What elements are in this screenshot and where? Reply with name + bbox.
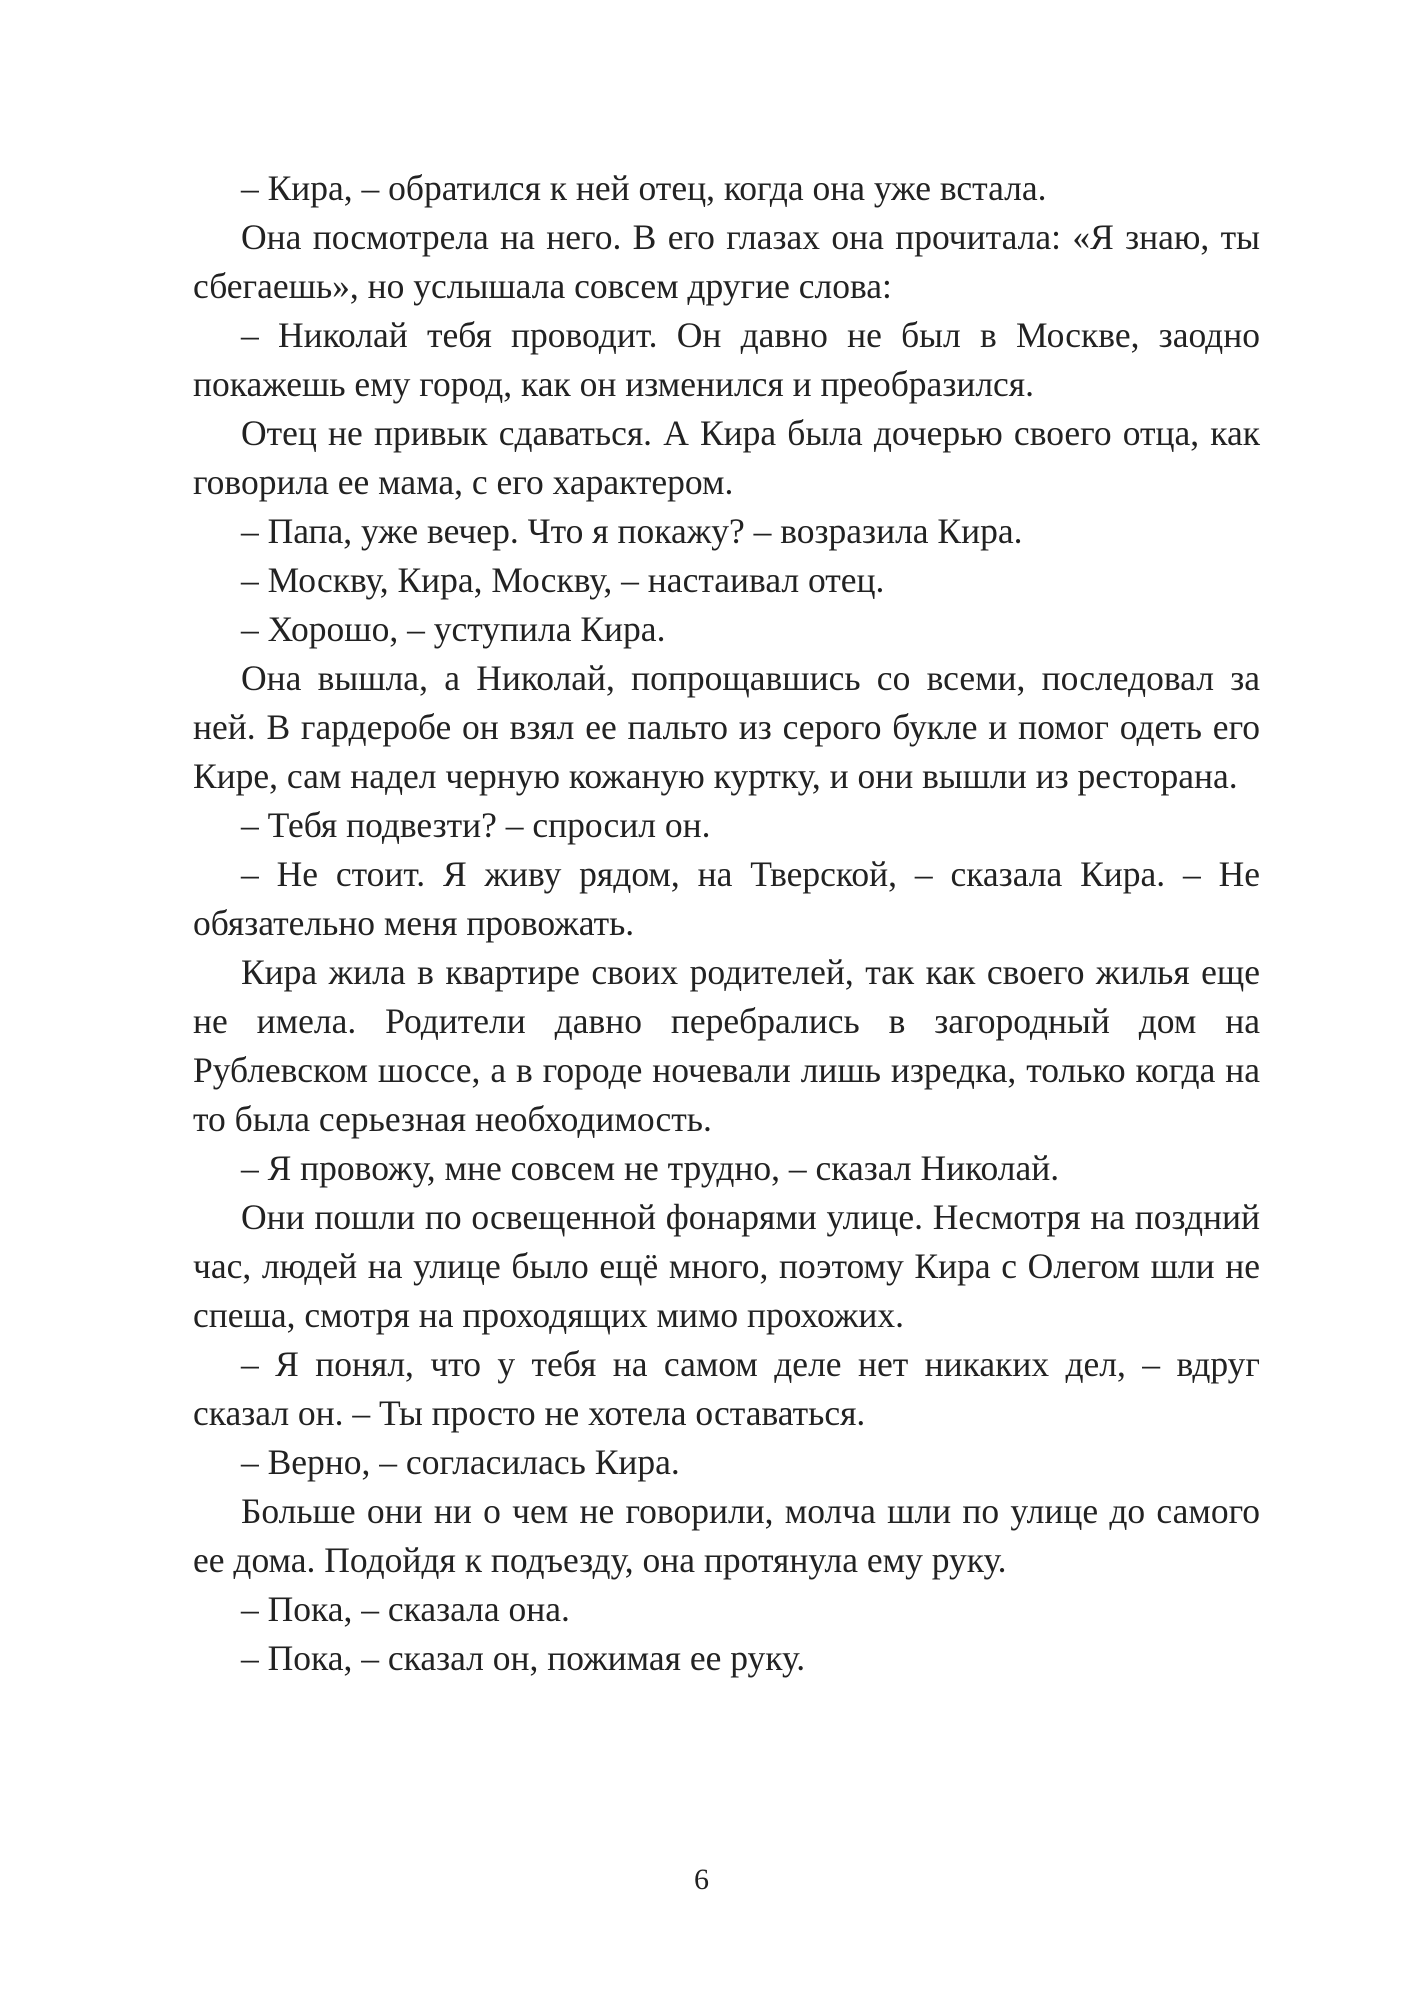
- paragraph: – Тебя подвезти? – спросил он.: [241, 805, 711, 845]
- paragraph: Она вышла, а Николай, попрощавшись со всеми, последовал за ней. В гардеробе он взял ее пальто из серого букле и помог одеть его Кире, сам надел черную кожаную куртку, и они вышли из ресторана.: [193, 658, 1260, 796]
- paragraph: Она посмотрела на него. В его глазах она прочитала: «Я знаю, ты сбегаешь», но услышала совсем другие слова:: [193, 217, 1260, 306]
- paragraph: – Папа, уже вечер. Что я покажу? – возразила Кира.: [241, 511, 1023, 551]
- body-text: [193, 164, 1260, 1683]
- paragraph: Больше они ни о чем не говорили, молча шли по улице до самого ее дома. Подойдя к подъезду, она протянула ему руку.: [193, 1491, 1260, 1580]
- paragraph: – Хорошо, – уступила Кира.: [241, 609, 666, 649]
- paragraph: – Верно, – согласилась Кира.: [241, 1442, 680, 1482]
- paragraph: – Москву, Кира, Москву, – настаивал отец.: [241, 560, 885, 600]
- paragraph: – Пока, – сказал он, пожимая ее руку.: [241, 1638, 806, 1678]
- paragraph: – Я понял, что у тебя на самом деле нет никаких дел, – вдруг сказал он. – Ты просто не хотела оставаться.: [193, 1344, 1260, 1433]
- paragraph: Отец не привык сдаваться. А Кира была дочерью своего отца, как говорила ее мама, с его характером.: [193, 413, 1260, 502]
- paragraph: Они пошли по освещенной фонарями улице. Несмотря на поздний час, людей на улице было ещё много, поэтому Кира с Олегом шли не спеша, смотря на проходящих мимо прохожих.: [193, 1197, 1260, 1335]
- paragraph: – Николай тебя проводит. Он давно не был в Москве, заодно покажешь ему город, как он изменился и преобразился.: [193, 315, 1260, 404]
- page-number: 6: [694, 1863, 709, 1896]
- paragraph: – Кира, – обратился к ней отец, когда она уже встала.: [241, 168, 1047, 208]
- paragraph: – Пока, – сказала она.: [241, 1589, 570, 1629]
- paragraph: – Не стоит. Я живу рядом, на Тверской, – сказала Кира. – Не обязательно меня провожать.: [193, 854, 1260, 943]
- paragraph: – Я провожу, мне совсем не трудно, – сказал Николай.: [241, 1148, 1060, 1188]
- paragraph: Кира жила в квартире своих родителей, так как своего жилья еще не имела. Родители давно перебрались в загородный дом на Рублевском шоссе, а в городе ночевали лишь изредка, только когда на то была серьезная необходимость.: [193, 952, 1260, 1139]
